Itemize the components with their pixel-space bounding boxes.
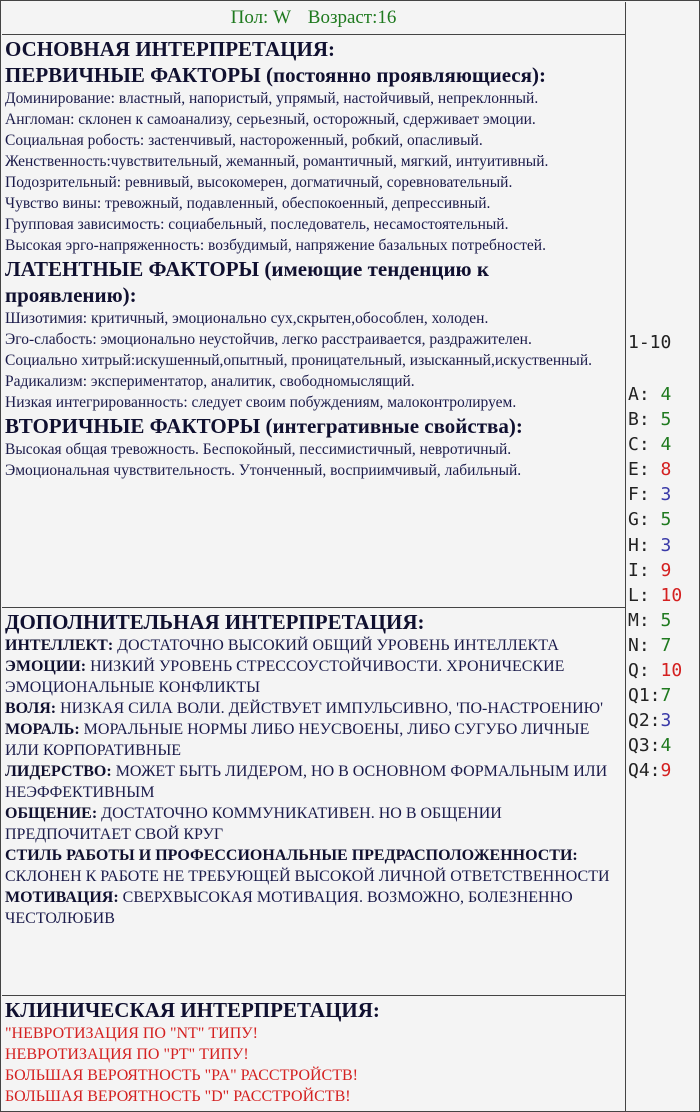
factor-name: B: xyxy=(628,409,650,431)
primary-heading: ПЕРВИЧНЫЕ ФАКТОРЫ (постоянно проявляющиеся): xyxy=(5,63,546,87)
factor-score-row xyxy=(628,457,682,482)
additional-item xyxy=(5,635,622,656)
clinical-item: БОЛЬШАЯ ВЕРОЯТНОСТЬ "PA" РАССТРОЙСТВ! xyxy=(5,1067,358,1084)
additional-item xyxy=(5,761,622,803)
main-interpretation xyxy=(2,35,625,608)
factor-scores-column xyxy=(626,2,700,1111)
primary-factor-item: Женственность:чувствительный, жеманный, романтичный, мягкий, интуитивный. xyxy=(5,153,549,170)
factor-name: I: xyxy=(628,559,650,581)
factor-name: H: xyxy=(628,534,650,556)
factor-score-row xyxy=(628,507,682,532)
additional-item-label: МОРАЛЬ: xyxy=(5,721,80,738)
factor-scores-list xyxy=(628,382,682,784)
factor-score-row xyxy=(628,583,682,608)
factor-name: F: xyxy=(628,484,650,506)
latent-factor-item: Низкая интегрированность: следует своим побуждениям, малоконтролируем. xyxy=(5,394,517,411)
additional-item-label: ИНТЕЛЛЕКТ: xyxy=(5,637,114,654)
clinical-item: "НЕВРОТИЗАЦИЯ ПО "NT" ТИПУ! xyxy=(5,1025,258,1042)
additional-item-text: ДОСТАТОЧНО ВЫСОКИЙ ОБЩИЙ УРОВЕНЬ ИНТЕЛЛЕКТА xyxy=(117,637,559,654)
factor-value: 5 xyxy=(660,409,672,431)
additional-item-label: МОТИВАЦИЯ: xyxy=(5,889,119,906)
scale-range-label: 1-10 xyxy=(628,332,672,353)
clinical-interpretation xyxy=(2,996,625,1109)
latent-factors-list xyxy=(5,308,622,413)
additional-item-text: МОЖЕТ БЫТЬ ЛИДЕРОМ, НО В ОСНОВНОМ ФОРМАЛЬНЫМ ИЛИ НЕЭФФЕКТИВНЫМ xyxy=(5,763,608,801)
secondary-factors-list xyxy=(5,439,622,481)
factor-value: 10 xyxy=(660,660,683,682)
additional-item-text: СВЕРХВЫСОКАЯ МОТИВАЦИЯ. ВОЗМОЖНО, БОЛЕЗНЕННО ЧЕСТОЛЮБИВ xyxy=(5,889,573,927)
factor-name: L: xyxy=(628,584,650,606)
secondary-heading: ВТОРИЧНЫЕ ФАКТОРЫ (интегративные свойства): xyxy=(5,414,523,438)
primary-factor-item: Англоман: склонен к самоанализу, серьезный, осторожный, сдерживает эмоции. xyxy=(5,111,536,128)
factor-score-row xyxy=(628,733,682,758)
factor-value: 5 xyxy=(660,509,672,531)
latent-heading: ЛАТЕНТНЫЕ ФАКТОРЫ (имеющие тенденцию к проявлению): xyxy=(5,257,489,307)
additional-item xyxy=(5,803,622,845)
factor-score-row xyxy=(628,758,682,783)
factor-name: Q: xyxy=(628,660,650,682)
primary-factor-item: Социальная робость: застенчивый, настороженный, робкий, опасливый. xyxy=(5,132,483,149)
clinical-items-list xyxy=(5,1023,622,1107)
factor-name: A: xyxy=(628,384,650,405)
latent-factor-item: Радикализм: экспериментатор, аналитик, свободномыслящий. xyxy=(5,373,415,390)
additional-item-text: СКЛОНЕН К РАБОТЕ НЕ ТРЕБУЮЩЕЙ ВЫСОКОЙ ЛИЧНОЙ ОТВЕТСТВЕННОСТИ xyxy=(5,868,610,885)
factor-score-row xyxy=(628,558,682,583)
factor-value: 9 xyxy=(660,760,672,782)
factor-score-row xyxy=(628,432,682,457)
additional-title: ДОПОЛНИТЕЛЬНАЯ ИНТЕРПРЕТАЦИЯ: xyxy=(5,610,425,634)
additional-item-text: НИЗКИЙ УРОВЕНЬ СТРЕССОУСТОЙЧИВОСТИ. ХРОНИЧЕСКИЕ ЭМОЦИОНАЛЬНЫЕ КОНФЛИКТЫ xyxy=(5,658,565,696)
factor-value: 4 xyxy=(660,434,672,456)
additional-item xyxy=(5,656,622,698)
factor-value: 7 xyxy=(660,685,672,707)
factor-name: C: xyxy=(628,434,650,456)
factor-value: 10 xyxy=(660,584,683,606)
factor-score-row xyxy=(628,708,682,733)
additional-item-label: ЭМОЦИИ: xyxy=(5,658,87,675)
primary-factor-item: Чувство вины: тревожный, подавленный, обеспокоенный, депрессивный. xyxy=(5,195,491,212)
main-title: ОСНОВНАЯ ИНТЕРПРЕТАЦИЯ: xyxy=(5,37,335,61)
secondary-factor-item: Высокая общая тревожность. Беспокойный, пессимистичный, невротичный. xyxy=(5,441,512,458)
factor-name: E: xyxy=(628,459,650,481)
additional-item-label: ВОЛЯ: xyxy=(5,700,57,717)
factor-score-row xyxy=(628,533,682,558)
additional-item xyxy=(5,887,622,929)
factor-value: 9 xyxy=(660,559,672,581)
latent-factor-item: Шизотимия: критичный, эмоционально сух,скрытен,обособлен, холоден. xyxy=(5,310,489,327)
factor-value: 3 xyxy=(660,534,672,556)
factor-value: 3 xyxy=(660,484,672,506)
additional-item-label: СТИЛЬ РАБОТЫ И ПРОФЕССИОНАЛЬНЫЕ ПРЕДРАСПОЛОЖЕННОСТИ: xyxy=(5,847,578,864)
additional-item xyxy=(5,698,622,719)
additional-item xyxy=(5,845,622,887)
factor-value: 8 xyxy=(660,459,672,481)
clinical-item: НЕВРОТИЗАЦИЯ ПО "PT" ТИПУ! xyxy=(5,1046,249,1063)
factor-score-row xyxy=(628,382,682,407)
sex-label: Пол: W xyxy=(230,7,292,28)
factor-score-row xyxy=(628,683,682,708)
factor-value: 5 xyxy=(660,609,672,631)
interpretation-column xyxy=(2,2,626,1111)
factor-name: G: xyxy=(628,509,650,531)
factor-name: Q3: xyxy=(628,735,661,757)
additional-item-text: НИЗКАЯ СИЛА ВОЛИ. ДЕЙСТВУЕТ ИМПУЛЬСИВНО, 'ПО-НАСТРОЕНИЮ' xyxy=(60,700,603,717)
factor-score-row xyxy=(628,482,682,507)
additional-interpretation xyxy=(2,608,625,996)
clinical-title: КЛИНИЧЕСКАЯ ИНТЕРПРЕТАЦИЯ: xyxy=(5,998,380,1022)
factor-value: 4 xyxy=(660,735,672,757)
factor-value: 4 xyxy=(660,384,672,405)
primary-factor-item: Групповая зависимость: социабельный, последователь, несамостоятельный. xyxy=(5,216,509,233)
primary-factor-item: Подозрительный: ревнивый, высокомерен, догматичный, соревновательный. xyxy=(5,174,513,191)
factor-value: 3 xyxy=(660,710,672,732)
latent-factor-item: Социально хитрый:искушенный,опытный, проницательный, изысканный,искуственный. xyxy=(5,352,593,369)
factor-value: 7 xyxy=(660,634,672,656)
subject-header xyxy=(2,2,625,35)
factor-score-row xyxy=(628,658,682,683)
clinical-item: БОЛЬШАЯ ВЕРОЯТНОСТЬ "D" РАССТРОЙСТВ! xyxy=(5,1088,351,1105)
additional-item-label: ЛИДЕРСТВО: xyxy=(5,763,112,780)
factor-score-row xyxy=(628,608,682,633)
factor-name: Q1: xyxy=(628,685,661,707)
age-label: Возраст:16 xyxy=(307,7,397,28)
latent-factor-item: Эго-слабость: эмоционально неустойчив, легко расстраивается, раздражителен. xyxy=(5,331,532,348)
primary-factor-item: Доминирование: властный, напористый, упрямый, настойчивый, непреклонный. xyxy=(5,90,539,107)
additional-items-list xyxy=(5,635,622,929)
factor-score-row xyxy=(628,407,682,432)
additional-item-label: ОБЩЕНИЕ: xyxy=(5,805,98,822)
secondary-factor-item: Эмоциональная чувствительность. Утонченный, восприимчивый, лабильный. xyxy=(5,462,522,479)
factor-name: M: xyxy=(628,609,650,631)
primary-factors-list xyxy=(5,88,622,256)
additional-item-text: ДОСТАТОЧНО КОММУНИКАТИВЕН. НО В ОБЩЕНИИ ПРЕДПОЧИТАЕТ СВОЙ КРУГ xyxy=(5,805,502,843)
factor-name: Q4: xyxy=(628,760,661,782)
factor-name: Q2: xyxy=(628,710,661,732)
additional-item-text: МОРАЛЬНЫЕ НОРМЫ ЛИБО НЕУСВОЕНЫ, ЛИБО СУГУБО ЛИЧНЫЕ ИЛИ КОРПОРАТИВНЫЕ xyxy=(5,721,590,759)
primary-factor-item: Высокая эрго-напряженность: возбудимый, напряжение базальных потребностей. xyxy=(5,237,546,254)
factor-score-row xyxy=(628,633,682,658)
factor-name: N: xyxy=(628,634,650,656)
additional-item xyxy=(5,719,622,761)
